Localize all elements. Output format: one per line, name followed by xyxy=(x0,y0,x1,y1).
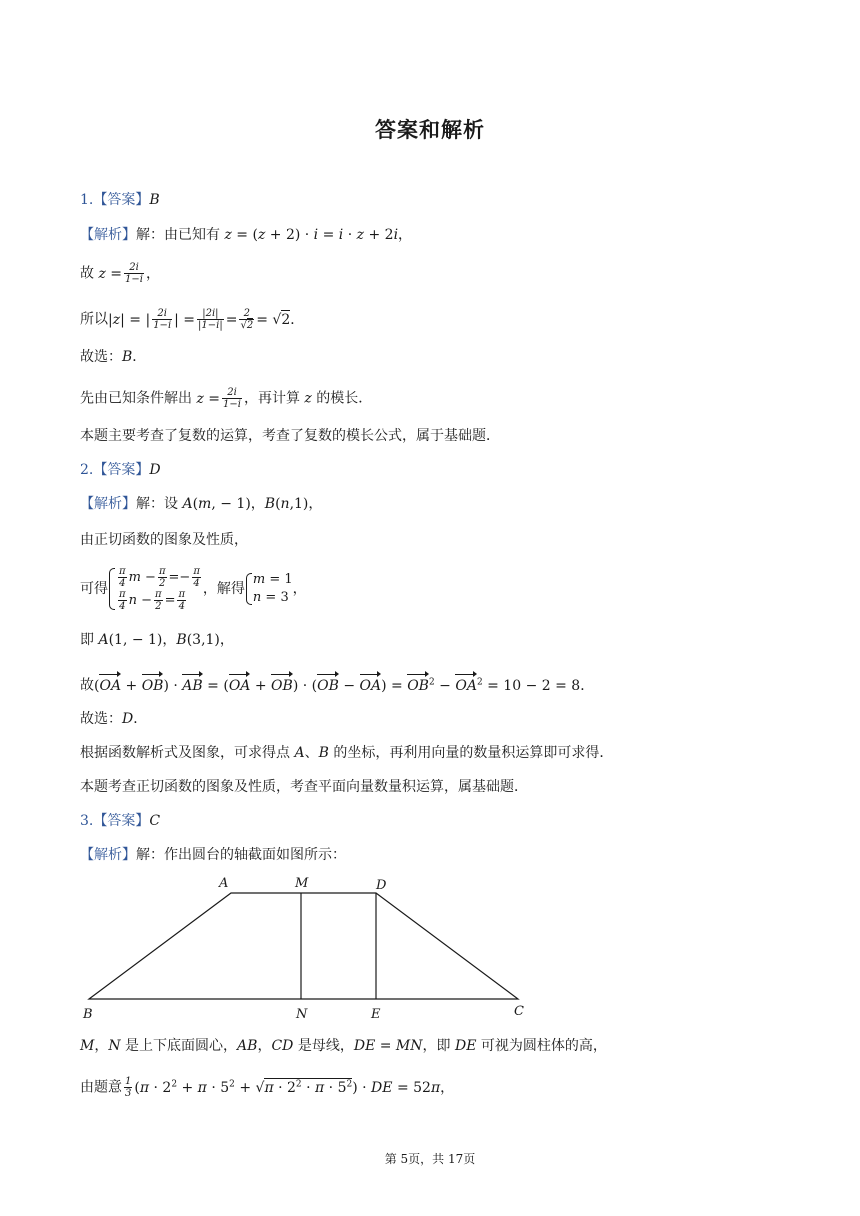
trapezoid-figure xyxy=(70,870,540,1030)
q2-points-solved: A(1, − 1)，B(3,1)， xyxy=(98,632,234,648)
q1-analysis-line2 xyxy=(80,262,160,285)
q3-line2-c: 是母线， xyxy=(293,1038,354,1054)
q1-line2-text: 故 xyxy=(80,265,99,282)
q2-line4-text: 即 xyxy=(80,632,99,648)
q2-analysis-line5 xyxy=(80,672,594,696)
q3-analysis-line1 xyxy=(80,845,346,865)
q2-answer-line xyxy=(80,460,161,480)
trapezoid-outline xyxy=(89,893,518,999)
q1-analysis-line4: 故选：B． xyxy=(80,349,147,365)
q3-analysis-line2: M，N 是上下底面圆心，AB，CD 是母线，DE = MN，即 DE 可视为圆柱体的高， xyxy=(80,1038,607,1054)
q2-analysis-line6: 故选：D． xyxy=(80,711,148,727)
q1-line5-suffix: ，再计算 xyxy=(243,390,305,407)
q1-equation-2: z = $\frac{2i}{1-i}$ ， xyxy=(98,262,160,285)
q1-analysis-line5 xyxy=(80,387,372,410)
q1-line1-text: 解：由已知有 xyxy=(136,227,225,243)
label-n: N xyxy=(296,1007,308,1022)
page-footer: 第 5页，共 17页 xyxy=(384,1152,476,1166)
q1-line3-text: 所以 xyxy=(80,311,108,328)
q2-analysis-line8: 本题考查正切函数的图象及性质，考查平面向量数量积运算，属基础题． xyxy=(80,779,528,795)
page-title: 答案和解析 xyxy=(375,118,485,142)
q1-line5-text: 先由已知条件解出 xyxy=(80,390,197,407)
q2-points: A(m, − 1)，B(n,1)， xyxy=(182,496,323,512)
label-m: M xyxy=(295,876,309,891)
label-d: D xyxy=(376,878,387,893)
q3-answer-value: C xyxy=(149,813,161,829)
label-c: C xyxy=(514,1004,524,1019)
q2-equation-system: $\frac{\pi}{4}$ m − $\frac{\pi}{2}$ =− $\frac{\pi}{4}$ $\frac{\pi}{4}$ n − $\frac{\pi}{2}$ = $\frac{\pi}{4}$ xyxy=(108,566,203,612)
q3-answer-label: 3.【答案】 xyxy=(80,813,150,829)
q3-line2-e: 可视为圆柱体的高， xyxy=(476,1038,607,1054)
q3-volume-equation: $\frac{1}{3}$ $(\pi \cdot 2^2 + \pi \cdot 5^2 + √\pi \cdot 2^2 \cdot \pi \cdot 5^2)$ · DE = 52π， xyxy=(125,1076,455,1100)
q2-line5-text: 故 xyxy=(80,677,94,694)
q2-analysis-line1 xyxy=(80,494,322,514)
q1-line5-var: z xyxy=(304,390,312,407)
q1-equation-1: z = (z + 2) · i = i · z + 2i， xyxy=(224,227,413,243)
q2-line6-choice: D xyxy=(122,711,134,727)
q3-line3-text: 由题意 xyxy=(80,1079,122,1096)
q1-analysis-line1 xyxy=(80,225,412,245)
q1-line5-end: 的模长． xyxy=(311,390,373,407)
label-e: E xyxy=(371,1007,381,1022)
q2-analysis-line7: 根据函数解析式及图象，可求得点 A、B 的坐标，再利用向量的数量积运算即可求得． xyxy=(80,745,614,761)
q3-analysis-line3 xyxy=(80,1074,454,1099)
q1-analysis-label: 【解析】 xyxy=(80,227,136,243)
q2-analysis-label: 【解析】 xyxy=(80,496,136,512)
q1-equation-3: |z| = | $\frac{2i}{1-i}$ | = $\frac{|2i|}{|1-i|}$ = $\frac{2}{√2}$ = √2． xyxy=(108,308,305,331)
q1-line4-text: 故选： xyxy=(80,349,122,365)
q2-answer-value: D xyxy=(149,462,161,478)
q2-analysis-line2: 由正切函数的图象及性质， xyxy=(80,532,248,548)
q1-answer-label: 1.【答案】 xyxy=(80,192,150,208)
q2-analysis-line3: 可得 $\frac{\pi}{4}$ m − $\frac{\pi}{2}$ =− $\frac{\pi}{4}$ $\frac{\pi}{4}$ n − $\frac{\pi}{2}$ = $\frac{\pi}{4}$ ，解得 m = 1 n = 3 ， xyxy=(80,566,307,612)
q2-vector-equation: (OA + OB) · AB = $(OA + OB) \cdot (OB - OA) = OB^2 - OA^2 = 10 - 2 = 8$． xyxy=(94,678,594,694)
q3-answer-line xyxy=(80,811,160,831)
q3-line2-d: ，即 xyxy=(422,1038,455,1054)
q1-answer-value: B xyxy=(149,192,160,208)
q2-answer-label: 2.【答案】 xyxy=(80,462,150,478)
q1-analysis-line3 xyxy=(80,308,304,331)
q2-solution-system: m = 1 n = 3 xyxy=(245,571,293,607)
q2-line1-text: 解：设 xyxy=(136,496,183,512)
q3-line1-text: 解：作出圆台的轴截面如图所示： xyxy=(136,847,346,863)
q2-line3-mid: ，解得 xyxy=(202,581,245,597)
q1-line4-choice: B xyxy=(122,349,133,365)
q2-line3-text: 可得 xyxy=(80,581,108,597)
q1-analysis-line6: 本题主要考查了复数的运算，考查了复数的模长公式，属于基础题． xyxy=(80,428,500,444)
q3-line2-a: ， xyxy=(94,1038,109,1054)
q1-answer-line xyxy=(80,190,160,210)
q2-line7-b: 的坐标，再利用向量的数量积运算即可求得． xyxy=(328,745,614,761)
q2-line7-a: 根据函数解析式及图象，可求得点 xyxy=(80,745,295,761)
label-b: B xyxy=(83,1007,93,1022)
q2-line6-text: 故选： xyxy=(80,711,122,727)
q1-equation-4: z = $\frac{2i}{1-i}$ xyxy=(196,387,241,410)
label-a: A xyxy=(219,876,229,891)
q3-analysis-label: 【解析】 xyxy=(80,847,136,863)
q2-analysis-line4 xyxy=(80,630,234,650)
q3-line2-b: 是上下底面圆心， xyxy=(120,1038,238,1054)
